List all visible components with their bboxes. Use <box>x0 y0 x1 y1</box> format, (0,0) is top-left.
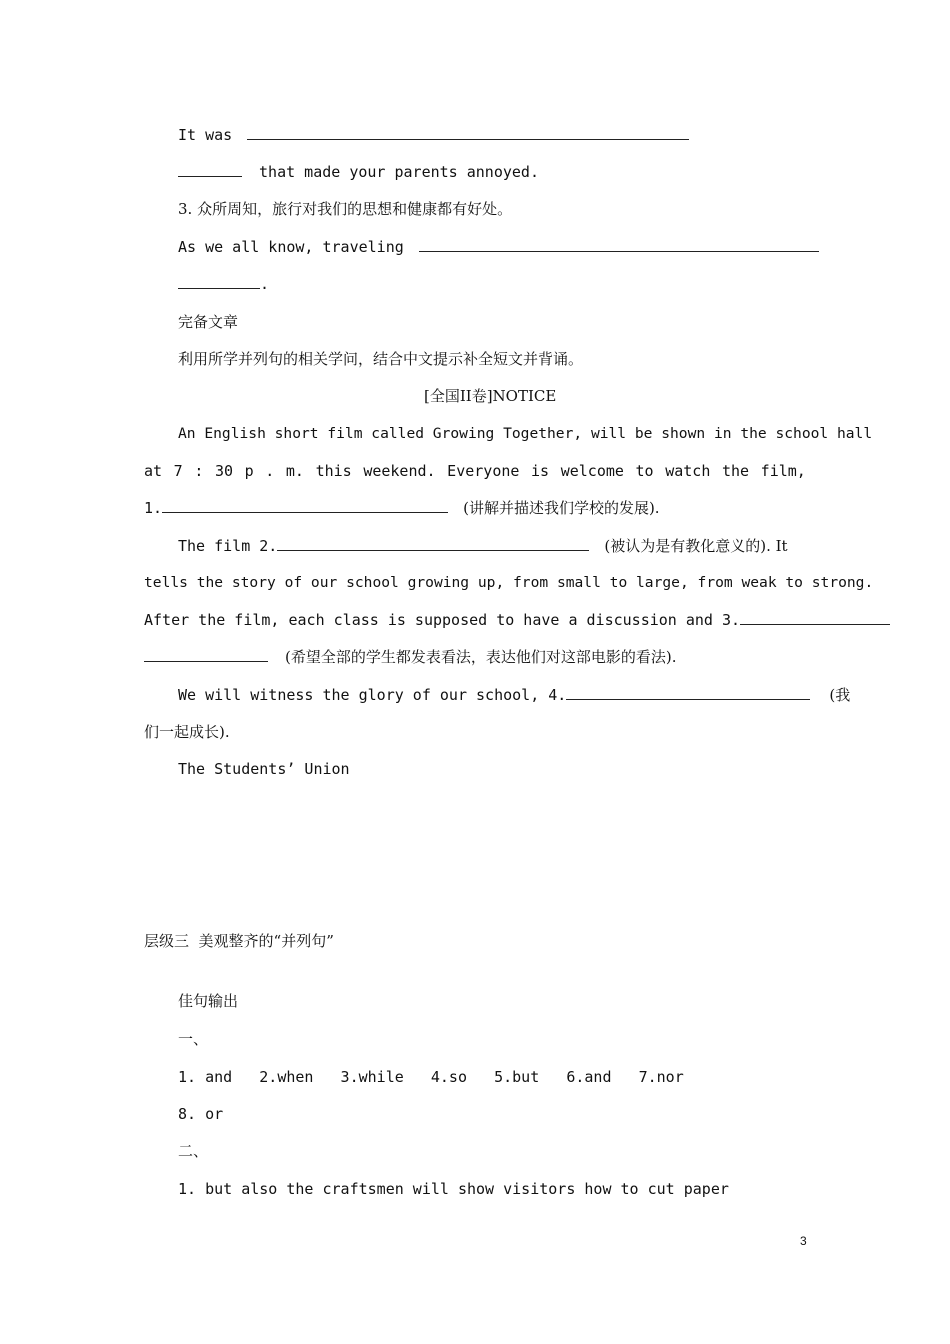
item3-prefix: As we all know, traveling <box>178 238 404 256</box>
complete-article-instruction: 利用所学并列句的相关学问，结合中文提示补全短文并背诵。 <box>178 350 584 368</box>
answer-blank <box>277 536 589 551</box>
word: watch <box>665 462 711 480</box>
word: Everyone <box>447 462 520 480</box>
paragraph1-line3 <box>144 498 660 518</box>
answer-blank <box>247 125 689 140</box>
answer-blank <box>162 498 448 513</box>
item3-line2 <box>178 274 269 294</box>
paragraph3-line2: 们一起成长). <box>144 723 230 741</box>
word: this <box>315 462 352 480</box>
word: welcome <box>560 462 624 480</box>
word: 30 <box>214 462 234 480</box>
word: 7 <box>173 462 183 480</box>
item2-suffix: that made your parents annoyed. <box>259 163 539 181</box>
answer-blank <box>419 237 819 252</box>
word: the <box>721 462 750 480</box>
part2-answer1: 1. but also the craftsmen will show visitors how to cut paper <box>178 1180 729 1198</box>
part2-label: 二、 <box>178 1142 209 1160</box>
item2-prefix: It was <box>178 126 233 144</box>
item2-line2 <box>178 162 539 182</box>
paragraph1-line2 <box>144 461 806 481</box>
paragraph3-line1 <box>178 685 850 705</box>
hint-2: (被认为是有教化意义的). It <box>604 537 788 555</box>
level3-heading: 层级三 美观整齐的“并列句” <box>144 932 334 950</box>
word: to <box>635 462 654 480</box>
part1-answers-line1: 1. and 2.when 3.while 4.so 5.but 6.and 7.nor <box>178 1068 684 1086</box>
paragraph2-line1 <box>178 536 788 556</box>
paragraph1-line1: An English short film called Growing Together, will be shown in the school hall <box>178 425 873 442</box>
item3-chinese: 3. 众所周知，旅行对我们的思想和健康都有好处。 <box>178 200 513 218</box>
word: p <box>244 462 254 480</box>
answer-blank <box>566 685 810 700</box>
item3-end: . <box>260 275 270 293</box>
blank-number-3: After the film, each class is supposed to have a discussion and 3. <box>144 611 741 629</box>
item3-line1 <box>178 237 819 257</box>
word: . <box>265 462 275 480</box>
complete-article-heading: 完备文章 <box>178 313 239 331</box>
hint-1: (讲解并描述我们学校的发展). <box>463 499 660 517</box>
word: m. <box>285 462 304 480</box>
output-heading: 佳句输出 <box>178 992 239 1010</box>
answer-blank <box>178 162 242 177</box>
item2-line1 <box>178 125 689 145</box>
word: weekend. <box>363 462 436 480</box>
hint-4: (我 <box>829 686 851 704</box>
part1-label: 一、 <box>178 1030 209 1048</box>
blank-number-2: The film 2. <box>178 537 278 555</box>
part1-answers-line2: 8. or <box>178 1105 224 1123</box>
notice-title: [全国II卷]NOTICE <box>424 387 557 405</box>
blank-number-4: We will witness the glory of our school, 4. <box>178 686 567 704</box>
paragraph2-line4 <box>144 647 677 667</box>
paragraph2-line2: tells the story of our school growing up, from small to large, from weak to strong. <box>144 574 874 591</box>
answer-blank <box>178 274 260 289</box>
page-number: 3 <box>800 1234 807 1248</box>
word: is <box>531 462 550 480</box>
answer-blank <box>740 610 890 625</box>
word: film, <box>760 462 806 480</box>
signature: The Students’ Union <box>178 760 350 778</box>
hint-3: (希望全部的学生都发表看法，表达他们对这部电影的看法). <box>285 648 677 666</box>
paragraph2-line3 <box>144 610 890 630</box>
word: at <box>144 462 163 480</box>
word: : <box>194 462 204 480</box>
blank-number-1: 1. <box>144 499 163 517</box>
answer-blank <box>144 647 268 662</box>
